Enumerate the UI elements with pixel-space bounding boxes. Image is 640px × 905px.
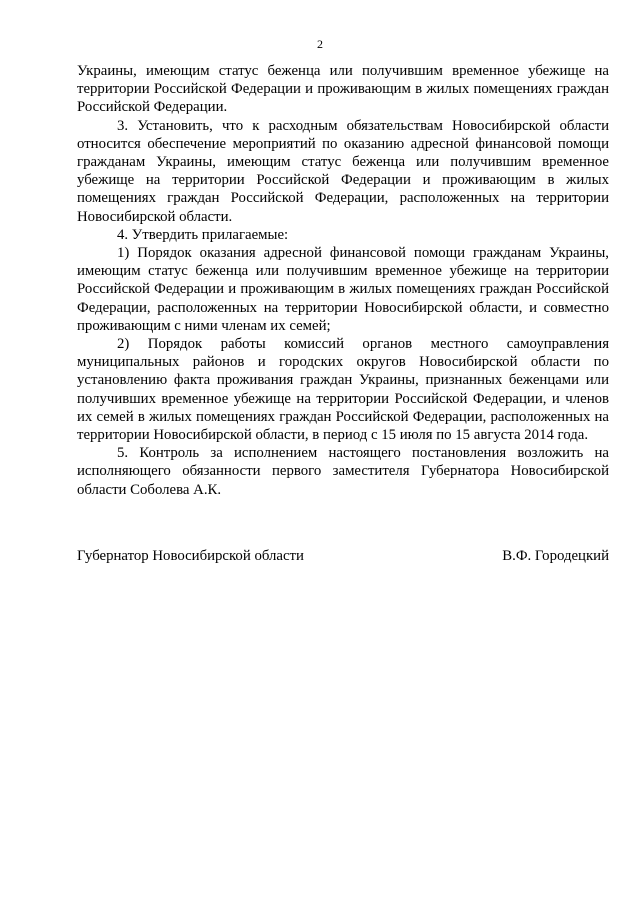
paragraph-item-4: 4. Утвердить прилагаемые:: [117, 226, 289, 243]
paragraph-subitem-2: 2) Порядок работы комиссий органов местного самоуправления муниципальных районов и городских округов Новосибирской области по установлению факта проживания граждан Украины, признанных беженцами или получивших временное убежище на территории Российской Федерации, и членов их семей в жилых помещениях граждан Российской Федерации, расположенных на территории Новосибирской области, в период с 15 июля по 15 августа 2014 года.: [77, 336, 609, 444]
document-body: [77, 62, 609, 499]
signatory-name: В.Ф. Городецкий: [502, 548, 609, 564]
signature-block: [77, 547, 609, 565]
paragraph-subitem-1: 1) Порядок оказания адресной финансовой помощи гражданам Украины, имеющим статус беженца или получившим временное убежище на территории Российской Федерации и проживающим в жилых помещениях граждан Российской Федерации, расположенных на территории Новосибирской области, и совместно проживающим с ними членам их семей;: [77, 245, 609, 334]
paragraph-item-5: 5. Контроль за исполнением настоящего постановления возложить на исполняющего обязанности первого заместителя Губернатора Новосибирской области Соболева А.К.: [77, 445, 609, 498]
paragraph-item-3: 3. Установить, что к расходным обязательствам Новосибирской области относится обеспечение мероприятий по оказанию адресной финансовой помощи гражданам Украины, имеющим статус беженца или получившим временное убежище на территории Российской Федерации и проживающим в жилых помещениях граждан Российской Федерации, расположенных на территории Новосибирской области.: [77, 117, 609, 225]
page-number: 2: [317, 37, 323, 51]
signatory-position: Губернатор Новосибирской области: [77, 548, 304, 564]
paragraph-continuation: Украины, имеющим статус беженца или получившим временное убежище на территории Российской Федерации и проживающим в жилых помещениях граждан Российской Федерации.: [77, 63, 609, 116]
